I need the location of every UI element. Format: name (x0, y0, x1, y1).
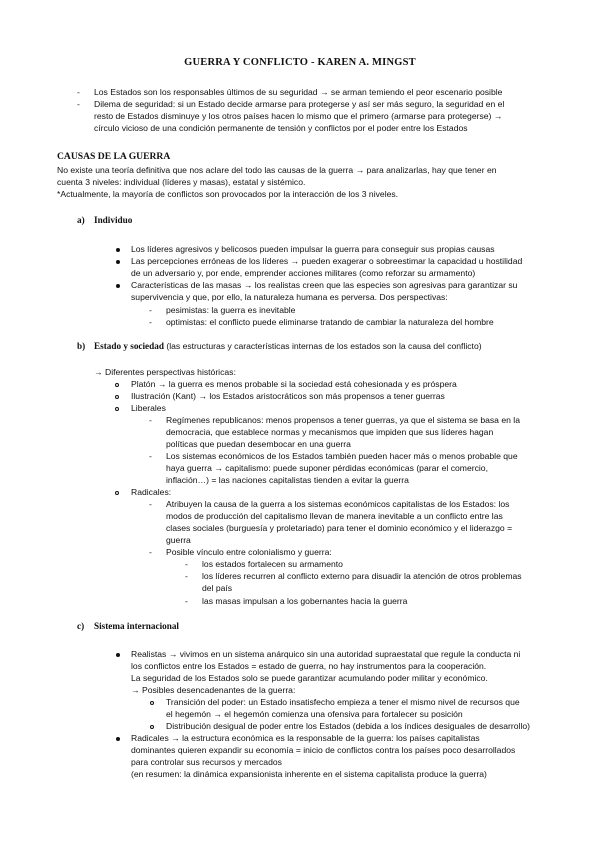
list-item: el hegemón → el hegemón comienza una ofensiva para fortalecer su posición (166, 709, 463, 719)
list-item: los estados fortalecen su armamento (202, 559, 343, 569)
list-item: Características de las masas → los realistas creen que las especies son agresivas para garantizar su (131, 280, 518, 290)
list-item: Platón → la guerra es menos probable si la sociedad está cohesionada y es próspera (131, 379, 457, 389)
list-item: guerra (166, 535, 191, 545)
list-item: La seguridad de los Estados solo se puede garantizar acumulando poder militar y económico. (131, 673, 488, 683)
list-item: Posible vínculo entre colonialismo y guerra: (166, 547, 332, 557)
list-item: Radicales → la estructura económica es la responsable de la guerra: los países capitalistas (131, 733, 480, 743)
list-item: los líderes recurren al conflicto externo para disuadir la atención de otros problemas (202, 571, 522, 581)
list-item: del país (202, 583, 233, 593)
intro-line: Los Estados son los responsables últimos de su seguridad → se arman temiendo el peor escenario posible (94, 87, 503, 97)
list-item: modos de producción del capitalismo llevan de manera inevitable a un conflicto entre las (166, 511, 503, 521)
heading-bold-part: Estado y sociedad (94, 341, 164, 351)
list-item: inflación…) = las naciones capitalistas tienden a evitar la guerra (166, 475, 409, 485)
bullet-dot (116, 248, 120, 252)
bullet-circle (115, 491, 119, 495)
dash-bullet: - (149, 317, 152, 327)
list-item: dominantes quieren expandir su economía = inicio de conflictos contra los países poco desarrollados (131, 745, 516, 755)
subsection-heading-sistema: Sistema internacional (94, 621, 179, 631)
dash-bullet: - (149, 547, 152, 557)
list-item: Realistas → vivimos en un sistema anárquico sin una autoridad supraestatal que regule la conducta ni (131, 649, 521, 659)
dash-bullet: - (77, 87, 80, 97)
dash-bullet: - (185, 571, 188, 581)
list-item: (en resumen: la dinámica expansionista inherente en el sistema capitalista produce la guerra) (131, 769, 487, 779)
intro-line: resto de Estados disminuye y los otros países hacen lo mismo que el primero (armarse para protegerse) → (94, 111, 503, 121)
bullet-dot (116, 653, 120, 657)
list-item: haya guerra → capitalismo: puede suponer pérdidas económicas (parar el comercio, (166, 463, 488, 473)
list-item: Los sistemas económicos de los Estados también pueden hacer más o menos probable que (166, 451, 518, 461)
bullet-circle (115, 383, 119, 387)
list-item: Las percepciones erróneas de los líderes → pueden exagerar o sobreestimar la capacidad u hostilidad (131, 256, 523, 266)
subsection-letter-a: a) (77, 215, 85, 225)
list-item: democracia, que establece normas y mecanismos que impiden que sus líderes hagan (166, 427, 494, 437)
dash-bullet: - (185, 559, 188, 569)
list-item: Regímenes republicanos: menos propensos a tener guerras, ya que el sistema se basa en la (166, 415, 520, 425)
list-item: pesimistas: la guerra es inevitable (166, 305, 296, 315)
list-item: de un adversario y, por ende, emprender acciones militares (como reforzar su armamento) (131, 268, 476, 278)
bullet-circle (150, 725, 154, 729)
bullet-circle (115, 407, 119, 411)
list-item: Liberales (131, 403, 166, 413)
bullet-dot (116, 737, 120, 741)
subsection-heading-estado (94, 341, 482, 351)
list-item: las masas impulsan a los gobernantes hacia la guerra (202, 596, 408, 606)
subsection-letter-b: b) (77, 341, 86, 351)
dash-bullet: - (77, 99, 80, 109)
list-item: clases sociales (burguesía y proletariado) para tener el dominio económico y el liderazgo = (166, 523, 513, 533)
paragraph-line: → Diferentes perspectivas históricas: (94, 367, 236, 377)
list-item: optimistas: el conflicto puede eliminarse tratando de cambiar la naturaleza del hombre (166, 317, 494, 327)
dash-bullet: - (149, 451, 152, 461)
list-item: Distribución desigual de poder entre los Estados (debida a los índices desiguales de desarrollo) (166, 721, 531, 731)
list-item: Los líderes agresivos y belicosos pueden impulsar la guerra para conseguir sus propias causas (131, 244, 495, 254)
list-item: Ilustración (Kant) → los Estados aristocráticos son más propensos a tener guerras (131, 391, 445, 401)
paragraph-line: No existe una teoría definitiva que nos aclare del todo las causas de la guerra → para analizarlas, hay que tener en (57, 165, 497, 175)
bullet-circle (115, 395, 119, 399)
intro-line: Dilema de seguridad: si un Estado decide armarse para protegerse y así ser más seguro, la seguridad en el (94, 99, 505, 109)
dash-bullet: - (185, 596, 188, 606)
list-item: políticas que puedan desembocar en una guerra (166, 439, 351, 449)
section-heading-causas: CAUSAS DE LA GUERRA (57, 151, 171, 162)
dash-bullet: - (149, 415, 152, 425)
subsection-heading-individuo: Individuo (94, 215, 133, 225)
list-item: los conflictos entre los Estados = estado de guerra, no hay instrumentos para la cooperación. (131, 661, 487, 671)
paragraph-line: cuenta 3 niveles: individual (líderes y masas), estatal y sistémico. (57, 177, 306, 187)
list-item: Transición del poder: un Estado insatisfecho empieza a tener el mismo nivel de recursos que (166, 697, 520, 707)
list-item: Atribuyen la causa de la guerra a los sistemas económicos capitalistas de los Estados: los (166, 499, 510, 509)
list-item: para controlar sus recursos y mercados (131, 757, 282, 767)
intro-line: círculo vicioso de una condición permanente de tensión y conflictos por el poder entre los Estados (94, 123, 468, 133)
list-item: supervivencia y que, por ello, la naturaleza humana es perversa. Dos perspectivas: (131, 292, 448, 302)
bullet-dot (116, 260, 120, 264)
list-item: → Posibles desencadenantes de la guerra: (131, 685, 296, 695)
bullet-circle (150, 701, 154, 705)
bullet-dot (116, 284, 120, 288)
paragraph-line: *Actualmente, la mayoría de conflictos son provocados por la interacción de los 3 niveles. (57, 189, 399, 199)
subsection-letter-c: c) (77, 621, 85, 631)
document-title: GUERRA Y CONFLICTO - KAREN A. MINGST (184, 57, 416, 68)
list-item: Radicales: (131, 487, 172, 497)
heading-rest: (las estructuras y características internas de los estados son la causa del conflicto) (163, 341, 482, 351)
dash-bullet: - (149, 499, 152, 509)
dash-bullet: - (149, 305, 152, 315)
